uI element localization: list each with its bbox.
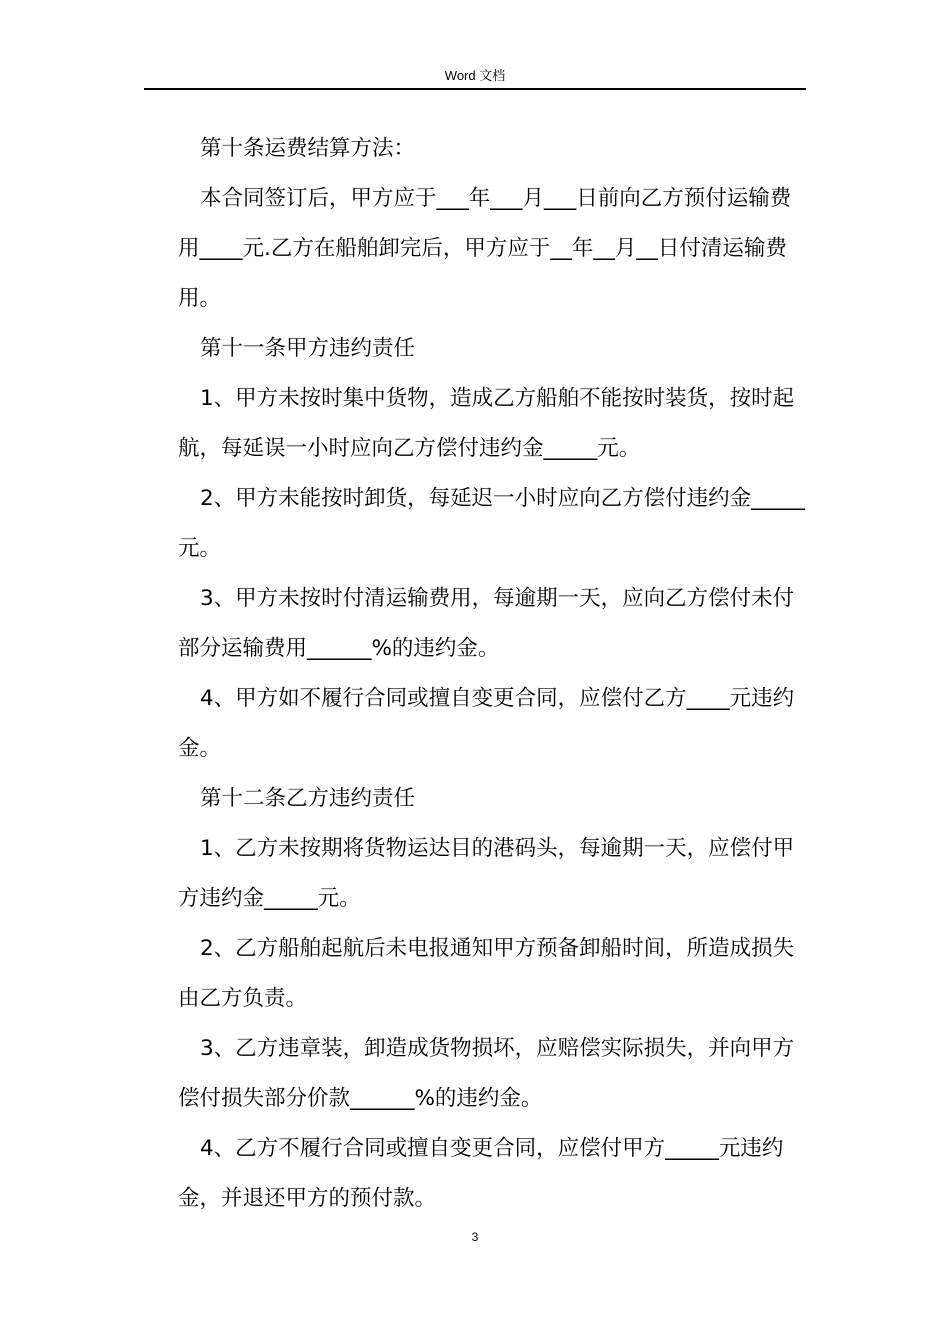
paragraph-article-12-item-3: 3、乙方违章装，卸造成货物损坏，应赔偿实际损失，并向甲方偿付损失部分价款______%的违约金。 bbox=[178, 1036, 795, 1111]
paragraph-article-12-title: 第十二条乙方违约责任 bbox=[200, 786, 416, 811]
page-header bbox=[144, 66, 806, 90]
paragraph-article-10-content: 本合同签订后，甲方应于___年___月___日前向乙方预付运输费用____元.乙方在船舶卸完后，甲方应于__年__月__日付清运输费用。 bbox=[178, 186, 792, 311]
paragraph-article-11-item-3: 3、甲方未按时付清运输费用，每逾期一天，应向乙方偿付未付部分运输费用______%的违约金。 bbox=[178, 586, 795, 661]
page-number: 3 bbox=[471, 1230, 479, 1244]
paragraph-article-11-title: 第十一条甲方违约责任 bbox=[200, 336, 416, 361]
paragraph-article-10-title: 第十条运费结算方法： bbox=[200, 136, 416, 161]
header-title: Word 文档 bbox=[444, 68, 506, 83]
paragraph-article-12-item-1: 1、乙方未按期将货物运达目的港码头，每逾期一天，应偿付甲方违约金_____元。 bbox=[178, 836, 795, 911]
paragraph-article-12-item-4: 4、乙方不履行合同或擅自变更合同，应偿付甲方_____元违约金，并退还甲方的预付款。 bbox=[178, 1136, 784, 1211]
document-body bbox=[178, 124, 806, 1224]
paragraph-article-11-item-2: 2、甲方未能按时卸货，每延迟一小时应向乙方偿付违约金_____元。 bbox=[178, 486, 805, 561]
paragraph-article-11-item-4: 4、甲方如不履行合同或擅自变更合同，应偿付乙方____元违约金。 bbox=[178, 686, 795, 761]
paragraph-article-12-item-2: 2、乙方船舶起航后未电报通知甲方预备卸船时间，所造成损失由乙方负责。 bbox=[178, 936, 795, 1011]
paragraph-article-11-item-1: 1、甲方未按时集中货物，造成乙方船舶不能按时装货，按时起航，每延误一小时应向乙方偿付违约金_____元。 bbox=[178, 386, 795, 461]
